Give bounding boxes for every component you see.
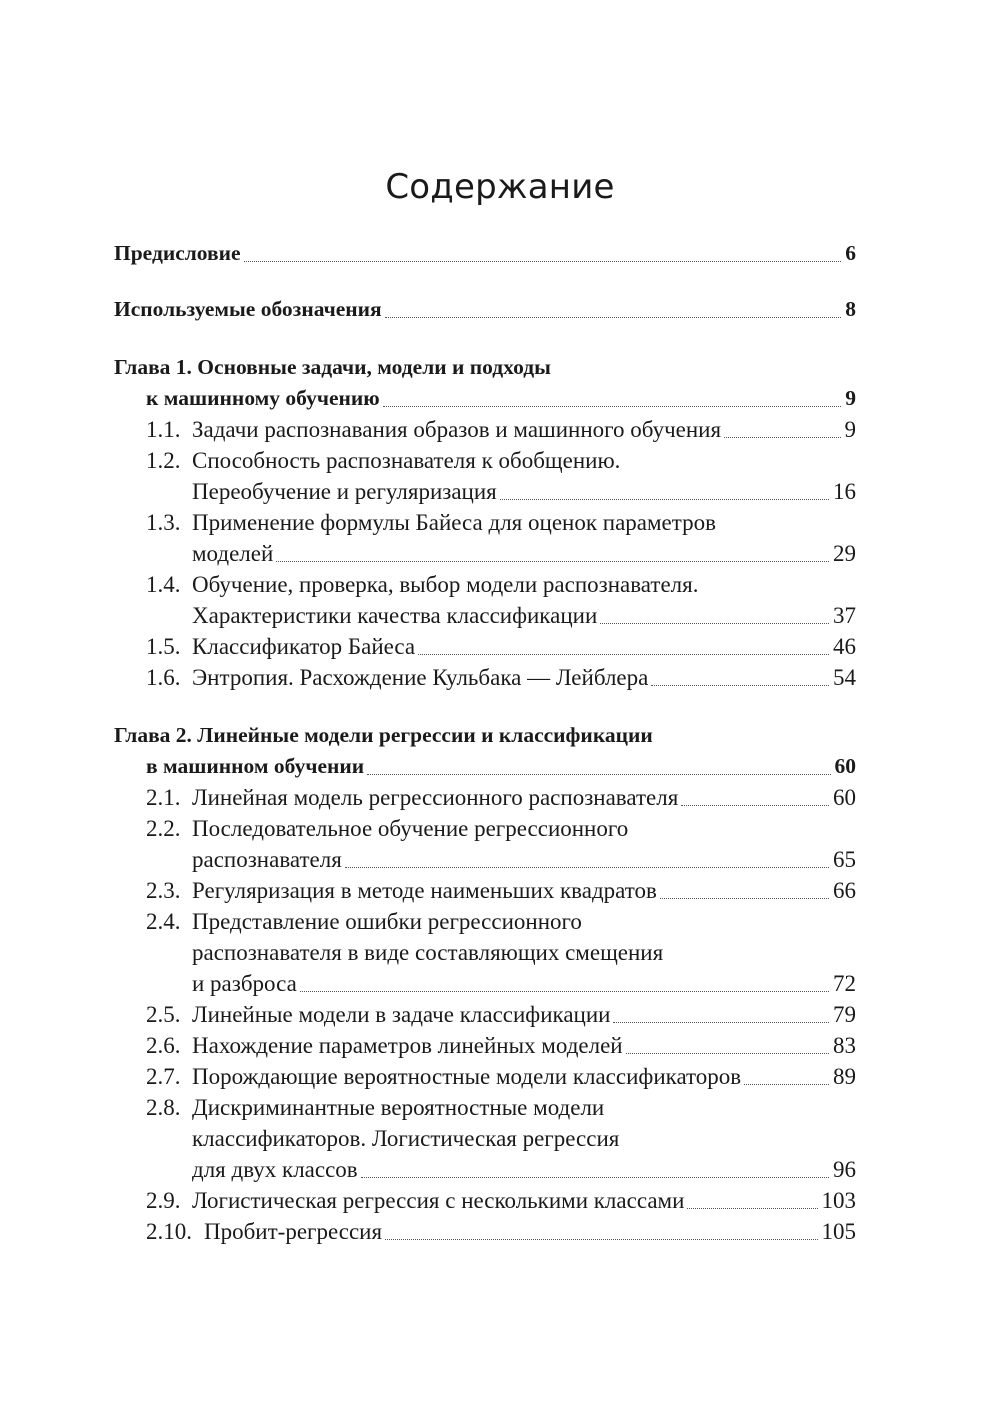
dot-leader	[744, 1083, 829, 1085]
section-number: 1.5.	[146, 634, 181, 659]
toc-entry-text: Предисловие	[114, 241, 241, 265]
toc-section-2-8-cont[interactable]	[114, 1154, 856, 1185]
section-number: 1.4.	[146, 572, 181, 597]
toc-entry-preface[interactable]	[114, 238, 856, 269]
section-title: Способность распознавателя к обобщению.	[192, 448, 621, 473]
toc-page-number: 72	[833, 971, 856, 996]
toc-section-1-3[interactable]	[114, 507, 856, 538]
toc-section-2-4[interactable]	[114, 906, 856, 937]
toc-section-2-4-cont[interactable]	[114, 937, 856, 968]
toc-section-2-8-cont[interactable]	[114, 1123, 856, 1154]
page-title: Содержание	[385, 167, 615, 207]
dot-leader	[244, 260, 842, 262]
section-title: Порождающие вероятностные модели классификаторов	[192, 1064, 742, 1089]
dot-leader	[724, 436, 840, 438]
section-number: 2.7.	[146, 1064, 181, 1089]
section-number: 2.9.	[146, 1188, 181, 1213]
dot-leader	[367, 773, 830, 775]
dot-leader	[385, 316, 842, 318]
section-number: 2.5.	[146, 1002, 181, 1027]
toc-page-number: 60	[834, 754, 856, 778]
dot-leader	[687, 1207, 817, 1209]
toc-section-1-3-cont[interactable]	[114, 538, 856, 569]
dot-leader	[600, 622, 829, 624]
section-title: Характеристики качества классификации	[192, 603, 598, 628]
dot-leader	[500, 498, 829, 500]
section-number: 2.10.	[146, 1219, 192, 1244]
toc-section-2-10[interactable]	[114, 1216, 856, 1247]
section-number: 2.2.	[146, 816, 181, 841]
section-title: Последовательное обучение регрессионного	[192, 816, 629, 841]
toc-section-2-1[interactable]	[114, 782, 856, 813]
toc-section-1-4[interactable]	[114, 569, 856, 600]
dot-leader	[660, 897, 829, 899]
dot-leader	[418, 653, 829, 655]
toc-page-number: 65	[833, 847, 856, 872]
dot-leader	[345, 866, 829, 868]
toc-section-2-4-cont[interactable]	[114, 968, 856, 999]
toc-section-2-2-cont[interactable]	[114, 844, 856, 875]
toc-page-number: 9	[845, 386, 856, 410]
section-title: классификаторов. Логистическая регрессия	[192, 1126, 620, 1151]
dot-leader	[300, 990, 829, 992]
toc-page-number: 79	[833, 1002, 856, 1027]
section-title: Пробит-регрессия	[204, 1219, 383, 1244]
toc-page-number: 54	[833, 665, 856, 690]
dot-leader	[361, 1176, 829, 1178]
toc-section-1-4-cont[interactable]	[114, 600, 856, 631]
toc-section-1-1[interactable]	[114, 414, 856, 445]
section-number: 2.6.	[146, 1033, 181, 1058]
section-title: Задачи распознавания образов и машинного обучения	[192, 417, 722, 442]
toc-page-number: 16	[833, 479, 856, 504]
section-number: 2.4.	[146, 909, 181, 934]
toc-section-1-5[interactable]	[114, 631, 856, 662]
section-title: Применение формулы Байеса для оценок параметров	[192, 510, 716, 535]
toc-page-number: 83	[833, 1033, 856, 1058]
toc-entry-text: Используемые обозначения	[114, 297, 382, 321]
section-title: Классификатор Байеса	[192, 634, 416, 659]
toc-page-number: 103	[821, 1188, 856, 1213]
section-title: Линейная модель регрессионного распознавателя	[192, 785, 679, 810]
dot-leader	[385, 1238, 817, 1240]
section-title: Линейные модели в задаче классификации	[192, 1002, 611, 1027]
section-title: Представление ошибки регрессионного	[192, 909, 582, 934]
toc-page-number: 9	[844, 417, 856, 442]
toc-page-number: 96	[833, 1157, 856, 1182]
section-number: 1.1.	[146, 417, 181, 442]
section-title: Энтропия. Расхождение Кульбака — Лейблера	[192, 665, 649, 690]
toc-chapter-1-title[interactable]	[114, 352, 856, 383]
toc-section-2-3[interactable]	[114, 875, 856, 906]
section-title: Логистическая регрессия с несколькими классами	[192, 1188, 685, 1213]
toc-entry-text: Глава 2. Линейные модели регрессии и классификации	[114, 723, 653, 747]
section-title: Нахождение параметров линейных моделей	[192, 1033, 623, 1058]
toc-chapter-2-title[interactable]	[114, 720, 856, 751]
dot-leader	[681, 804, 829, 806]
toc-chapter-1-title-cont[interactable]	[114, 383, 856, 414]
section-title: для двух классов	[192, 1157, 358, 1182]
table-of-contents	[114, 238, 856, 1247]
toc-page-number: 6	[845, 241, 856, 265]
section-number: 2.8.	[146, 1095, 181, 1120]
toc-page-number: 46	[833, 634, 856, 659]
section-number: 1.3.	[146, 510, 181, 535]
section-title: распознавателя в виде составляющих смещения	[192, 940, 664, 965]
toc-section-2-9[interactable]	[114, 1185, 856, 1216]
section-title: Регуляризация в методе наименьших квадратов	[192, 878, 657, 903]
section-title: Обучение, проверка, выбор модели распознавателя.	[192, 572, 699, 597]
toc-page-number: 37	[833, 603, 856, 628]
dot-leader	[276, 560, 829, 562]
toc-section-1-2[interactable]	[114, 445, 856, 476]
toc-page-number: 8	[845, 297, 856, 321]
toc-section-2-8[interactable]	[114, 1092, 856, 1123]
section-title: и разброса	[192, 971, 297, 996]
dot-leader	[613, 1021, 829, 1023]
section-title: моделей	[192, 541, 274, 566]
toc-section-2-7[interactable]	[114, 1061, 856, 1092]
toc-entry-text: к машинному обучению	[146, 386, 380, 410]
toc-section-2-2[interactable]	[114, 813, 856, 844]
toc-page-number: 60	[833, 785, 856, 810]
section-title: распознавателя	[192, 847, 342, 872]
toc-chapter-2-title-cont[interactable]	[114, 751, 856, 782]
section-title: Дискриминантные вероятностные модели	[192, 1095, 605, 1120]
dot-leader	[626, 1052, 829, 1054]
section-number: 1.6.	[146, 665, 181, 690]
toc-entry-notation[interactable]	[114, 294, 856, 325]
toc-page-number: 89	[833, 1064, 856, 1089]
toc-page-number: 66	[833, 878, 856, 903]
toc-page-number: 105	[821, 1219, 856, 1244]
toc-entry-text: Глава 1. Основные задачи, модели и подходы	[114, 355, 551, 379]
toc-section-2-6[interactable]	[114, 1030, 856, 1061]
toc-section-2-5[interactable]	[114, 999, 856, 1030]
section-number: 1.2.	[146, 448, 181, 473]
dot-leader	[651, 684, 829, 686]
section-number: 2.3.	[146, 878, 181, 903]
section-number: 2.1.	[146, 785, 181, 810]
toc-page-number: 29	[833, 541, 856, 566]
toc-entry-text: в машинном обучении	[146, 754, 365, 778]
toc-section-1-6[interactable]	[114, 662, 856, 693]
dot-leader	[383, 405, 842, 407]
toc-section-1-2-cont[interactable]	[114, 476, 856, 507]
section-title: Переобучение и регуляризация	[192, 479, 497, 504]
